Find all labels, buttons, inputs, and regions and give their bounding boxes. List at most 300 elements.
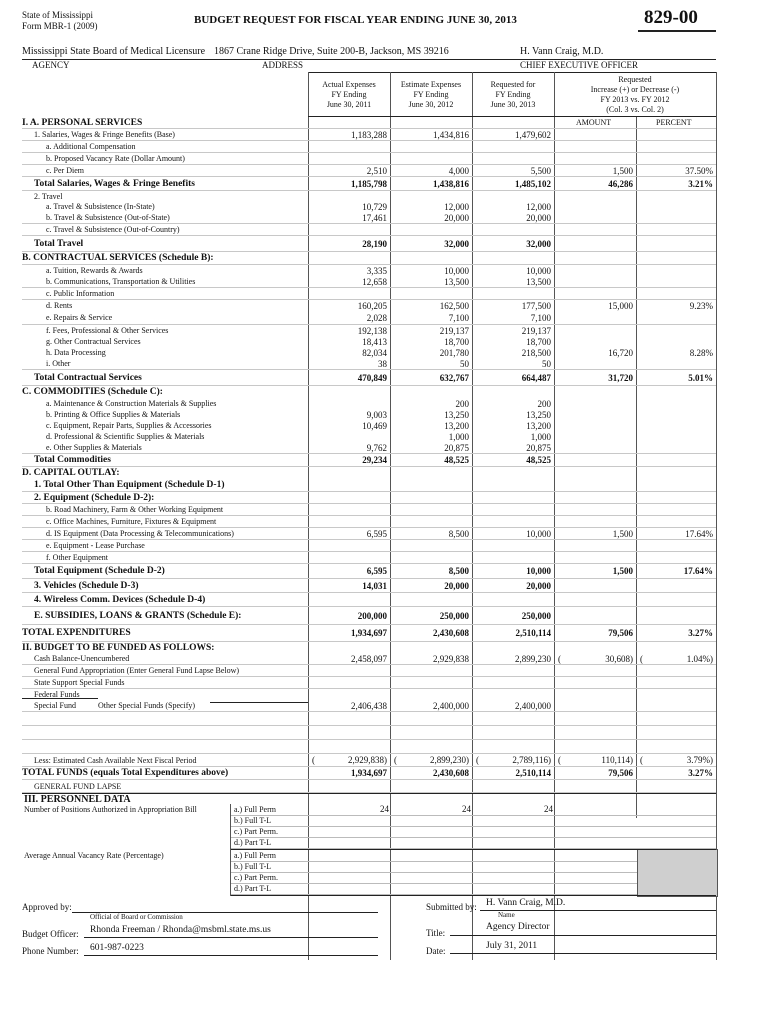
row-label: b. Proposed Vacancy Rate (Dollar Amount)	[46, 154, 185, 163]
table-row	[22, 224, 716, 236]
cell-value: 1.04%)	[686, 653, 713, 664]
cell-c1	[308, 202, 390, 212]
cell-value: 2,899,230	[515, 653, 551, 664]
cell-c3	[472, 581, 554, 591]
cell-value: 9,762	[366, 442, 387, 453]
cell-value: 192,138	[357, 325, 387, 336]
cell-value: 79,506	[608, 628, 633, 638]
cell-value: 20,875	[526, 442, 551, 453]
table-row	[22, 288, 716, 300]
cell-c3	[472, 313, 554, 323]
budget-table	[22, 117, 716, 793]
cell-c1	[308, 266, 390, 276]
positions-label: Number of Positions Authorized in Appropriation Bill	[24, 805, 197, 814]
table-row	[22, 516, 716, 528]
row-label: c. Public Information	[46, 289, 115, 298]
cell-value: 13,250	[444, 409, 469, 420]
cell-value: 13,500	[526, 276, 551, 287]
cell-value: 4,000	[448, 165, 469, 176]
cell-c2	[390, 768, 472, 778]
cell-c4	[554, 566, 636, 576]
col45-header-line: Requested	[618, 75, 652, 84]
paren-mark: (	[312, 755, 315, 765]
cell-value: 50	[460, 358, 469, 369]
row-label: a. Tuition, Rewards & Awards	[46, 266, 143, 275]
cell-c3	[472, 410, 554, 420]
cell-c4	[554, 373, 636, 383]
table-row	[22, 236, 716, 252]
form-number: 829-00	[644, 7, 698, 28]
row-label: e. Equipment - Lease Purchase	[46, 541, 145, 550]
cell-value: 32,000	[444, 238, 469, 249]
date-value: July 31, 2011	[486, 941, 538, 951]
cell-c3	[472, 326, 554, 336]
cell-c2	[390, 421, 472, 431]
col3-header-line: FY Ending	[495, 90, 531, 99]
cell-c2	[390, 301, 472, 311]
cell-c1	[308, 179, 390, 189]
cell-c2	[390, 654, 472, 664]
cell-value: 6,595	[366, 528, 387, 539]
cell-value: 219,137	[521, 325, 551, 336]
table-row	[22, 252, 716, 265]
cell-value: 3.27%	[688, 768, 713, 778]
cell-c1	[308, 628, 390, 638]
row-label: II. BUDGET TO BE FUNDED AS FOLLOWS:	[22, 642, 215, 653]
row-label: 1. Total Other Than Equipment (Schedule D-1)	[34, 480, 225, 490]
col45-header	[554, 75, 716, 115]
personnel-gray-cell	[637, 849, 718, 897]
cell-c1	[308, 239, 390, 249]
row-label: 2. Travel	[34, 191, 63, 201]
submitted-name: H. Vann Craig, M.D.	[486, 898, 566, 908]
table-row	[22, 579, 716, 593]
cell-c3	[472, 202, 554, 212]
phone-line	[84, 955, 378, 956]
personnel-sub-label: a.) Full Perm	[234, 805, 276, 814]
cell-value: 12,000	[526, 201, 551, 212]
other-special-rule	[210, 702, 308, 703]
cell-c3	[472, 701, 554, 711]
cell-c2	[390, 326, 472, 336]
agency-label: AGENCY	[32, 60, 70, 70]
cell-c1	[308, 410, 390, 420]
cell-value: 12,000	[444, 201, 469, 212]
cell-value: 28,190	[362, 238, 387, 249]
cell-c3	[472, 373, 554, 383]
cell-c3	[472, 399, 554, 409]
cell-c5	[636, 628, 716, 638]
cell-value: 32,000	[526, 238, 551, 249]
personnel-row-rule	[230, 826, 716, 827]
cell-c4	[554, 348, 636, 358]
paren-mark: (	[640, 653, 643, 664]
cell-value: 470,849	[357, 372, 387, 383]
table-row	[22, 653, 716, 665]
row-label: Less: Estimated Cash Available Next Fiscal Period	[34, 755, 197, 765]
cell-c3	[472, 348, 554, 358]
table-row	[22, 607, 716, 625]
row-label: c. Travel & Subsistence (Out-of-Country)	[46, 225, 180, 234]
name-label: Name	[498, 911, 515, 919]
table-row	[22, 642, 716, 653]
personnel-sub-label: a.) Full Perm	[234, 851, 276, 860]
cell-c4	[554, 179, 636, 189]
row-label: d. IS Equipment (Data Processing & Telecommunications)	[46, 529, 234, 538]
cell-c2	[390, 455, 472, 465]
cell-c1	[308, 359, 390, 369]
cell-value: 1,000	[530, 431, 551, 442]
cell-value: 1,934,697	[351, 628, 387, 638]
row-label: b. Printing & Office Supplies & Materials	[46, 410, 181, 419]
cell-c5	[636, 529, 716, 539]
table-row	[22, 492, 716, 504]
personnel-sub-label: d.) Part T-L	[234, 884, 272, 893]
col1-header-line: Actual Expenses	[322, 80, 376, 89]
cell-value: 3.27%	[688, 628, 713, 638]
row-label: TOTAL FUNDS (equals Total Expenditures above)	[22, 768, 229, 778]
cell-c5	[636, 768, 716, 778]
table-row	[22, 767, 716, 780]
cell-c2	[390, 628, 472, 638]
row-label: b. Travel & Subsistence (Out-of-State)	[46, 213, 170, 222]
table-row	[22, 311, 716, 325]
cell-value: 20,875	[444, 442, 469, 453]
cell-value: 1,479,602	[515, 129, 551, 140]
row-label: TOTAL EXPENDITURES	[22, 628, 131, 638]
cell-value: 17,461	[362, 212, 387, 223]
table-row	[22, 358, 716, 370]
cell-value: 1,500	[612, 566, 633, 576]
cell-c2	[390, 277, 472, 287]
cell-c1	[308, 277, 390, 287]
cell-c1	[308, 701, 390, 711]
col2-header	[390, 80, 472, 110]
cell-c5	[636, 373, 716, 383]
col2-header-line: Estimate Expenses	[400, 80, 462, 89]
cell-c3	[472, 277, 554, 287]
cell-value: 20,000	[526, 212, 551, 223]
table-row	[22, 141, 716, 153]
row-label: State Support Special Funds	[34, 678, 125, 687]
row-label: b. Road Machinery, Farm & Other Working Equipment	[46, 505, 224, 514]
table-row	[22, 504, 716, 516]
personnel-sub-label: b.) Full T-L	[234, 862, 272, 871]
cell-value: 13,500	[444, 276, 469, 287]
cell-value: 2,510,114	[515, 768, 551, 778]
cell-c2	[390, 611, 472, 621]
cell-value: 1,000	[448, 431, 469, 442]
cell-c1	[308, 313, 390, 323]
ceo-name: H. Vann Craig, M.D.	[520, 46, 604, 57]
table-row	[22, 540, 716, 552]
cell-value: 2,430,608	[433, 768, 469, 778]
table-row	[22, 420, 716, 431]
cell-value: 10,469	[362, 420, 387, 431]
cell-value: 13,250	[526, 409, 551, 420]
cell-value: 18,413	[362, 336, 387, 347]
table-row	[22, 409, 716, 420]
cell-value: 13,200	[444, 420, 469, 431]
row-label: i. Other	[46, 359, 71, 368]
cell-value: 2,510	[366, 165, 387, 176]
table-row	[22, 442, 716, 454]
row-label: a. Maintenance & Construction Materials & Supplies	[46, 399, 217, 408]
row-label: e. Other Supplies & Materials	[46, 443, 142, 452]
col1-header	[308, 80, 390, 110]
row-label: Total Travel	[34, 238, 84, 249]
row-label: 1. Salaries, Wages & Fringe Benefits (Base)	[34, 130, 175, 139]
cell-value: 162,500	[439, 300, 469, 311]
col3-header-line: June 30, 2013	[490, 100, 536, 109]
cell-value: 10,000	[526, 566, 551, 576]
cell-c5	[636, 301, 716, 311]
paren-mark: (	[640, 755, 643, 765]
title-line	[450, 935, 716, 936]
cell-value: 30,608)	[605, 653, 633, 664]
paren-mark: (	[394, 755, 397, 765]
cell-value: 250,000	[521, 610, 551, 621]
table-row	[22, 740, 716, 754]
paren-mark: (	[476, 755, 479, 765]
table-row	[22, 780, 716, 793]
cell-value: 10,729	[362, 201, 387, 212]
cell-c2	[390, 399, 472, 409]
cell-c4	[554, 755, 636, 765]
cell-c4	[554, 768, 636, 778]
cell-c1	[308, 654, 390, 664]
title-value: Agency Director	[486, 922, 550, 932]
cell-value: 200	[455, 398, 469, 409]
table-row	[22, 479, 716, 492]
cell-value: 2,510,114	[515, 628, 551, 638]
col45-header-line: Increase (+) or Decrease (-)	[590, 85, 680, 94]
cell-value: 50	[542, 358, 551, 369]
cell-value: 10,000	[526, 265, 551, 276]
table-row	[22, 347, 716, 358]
percent-header: PERCENT	[656, 118, 692, 127]
cell-c2	[390, 529, 472, 539]
cell-c3	[472, 266, 554, 276]
cell-c2	[390, 266, 472, 276]
submitted-label: Submitted by:	[426, 902, 477, 912]
cell-value: 48,525	[526, 455, 551, 465]
cell-value: 29,234	[362, 455, 387, 465]
cell-c3	[472, 768, 554, 778]
cell-value: 218,500	[521, 347, 551, 358]
cell-value: 46,286	[608, 178, 633, 189]
cell-c2	[390, 755, 472, 765]
cell-value: 200	[537, 398, 551, 409]
cell-c3	[472, 301, 554, 311]
cell-value: 2,400,000	[515, 700, 551, 711]
cell-c1	[308, 166, 390, 176]
table-row	[22, 177, 716, 191]
cell-c3	[472, 179, 554, 189]
cell-value: 1,434,816	[433, 129, 469, 140]
colhead-top-rule	[308, 72, 716, 73]
amount-header: AMOUNT	[576, 118, 612, 127]
cell-value: 3.79%)	[686, 755, 713, 765]
other-special-funds-label: Other Special Funds (Specify)	[98, 701, 196, 710]
cell-value: 37.50%	[685, 165, 713, 176]
cell-c3	[472, 421, 554, 431]
cell-c2	[390, 166, 472, 176]
cell-c2	[390, 337, 472, 347]
cell-c4	[554, 529, 636, 539]
cell-value: 177,500	[521, 300, 551, 311]
positions-col2: 24	[462, 804, 471, 814]
positions-col1: 24	[380, 804, 389, 814]
budget-officer-value: Rhonda Freeman / Rhonda@msbml.state.ms.us	[90, 925, 271, 935]
cell-value: 3.21%	[688, 178, 713, 189]
cell-value: 1,934,697	[351, 768, 387, 778]
col45-header-line: (Col. 3 vs. Col. 2)	[606, 105, 664, 114]
cell-value: 219,137	[439, 325, 469, 336]
row-label: Total Equipment (Schedule D-2)	[34, 566, 165, 576]
cell-c1	[308, 213, 390, 223]
personnel-mid-rule	[230, 849, 716, 850]
cell-value: 1,183,288	[351, 129, 387, 140]
cell-value: 2,929,838)	[348, 755, 387, 765]
cell-c3	[472, 359, 554, 369]
table-row	[22, 336, 716, 347]
row-label: 2. Equipment (Schedule D-2):	[34, 492, 155, 503]
cell-c3	[472, 628, 554, 638]
table-row	[22, 677, 716, 689]
table-row	[22, 276, 716, 288]
cell-value: 7,100	[530, 312, 551, 323]
vacancy-label: Average Annual Vacancy Rate (Percentage)	[24, 851, 164, 860]
cell-value: 20,000	[444, 580, 469, 591]
table-row	[22, 665, 716, 677]
cell-value: 20,000	[526, 580, 551, 591]
col1-header-line: FY Ending	[331, 90, 367, 99]
row-label: f. Fees, Professional & Other Services	[46, 326, 169, 335]
row-label: c. Equipment, Repair Parts, Supplies & Accessories	[46, 421, 212, 430]
col2-header-line: June 30, 2012	[408, 100, 454, 109]
cell-value: 10,000	[526, 528, 551, 539]
cell-value: 1,485,102	[515, 178, 551, 189]
cell-value: 14,031	[362, 580, 387, 591]
cell-value: 38	[378, 358, 387, 369]
date-line	[450, 953, 716, 954]
table-row	[22, 300, 716, 311]
cell-c2	[390, 701, 472, 711]
cell-value: 48,525	[444, 455, 469, 465]
personnel-row-rule	[230, 837, 716, 838]
table-row	[22, 398, 716, 409]
cell-value: 5,500	[530, 165, 551, 176]
cell-value: 3,335	[366, 265, 387, 276]
cell-c1	[308, 566, 390, 576]
table-row	[22, 117, 716, 129]
cell-c1	[308, 301, 390, 311]
cell-value: 664,487	[521, 372, 551, 383]
row-label: g. Other Contractual Services	[46, 337, 141, 346]
cell-c3	[472, 566, 554, 576]
row-label: a. Additional Compensation	[46, 142, 136, 151]
table-row	[22, 689, 716, 700]
table-row	[22, 165, 716, 177]
col3-header	[472, 80, 554, 110]
cell-c1	[308, 768, 390, 778]
official-label: Official of Board or Commission	[90, 913, 183, 921]
cell-c5	[636, 348, 716, 358]
cell-c5	[636, 566, 716, 576]
cell-value: 632,767	[439, 372, 469, 383]
state-label: State of Mississippi	[22, 10, 94, 20]
table-row	[22, 129, 716, 141]
row-label: b. Communications, Transportation & Utilities	[46, 277, 196, 286]
cell-c2	[390, 432, 472, 442]
cell-c5	[636, 654, 716, 664]
phone-label: Phone Number:	[22, 946, 79, 956]
personnel-row-rule	[230, 815, 716, 816]
cell-c2	[390, 213, 472, 223]
paren-mark: (	[558, 755, 561, 765]
table-row	[22, 265, 716, 276]
row-label: I. A. PERSONAL SERVICES	[22, 117, 143, 128]
row-label: e. Repairs & Service	[46, 313, 113, 322]
cell-c5	[636, 166, 716, 176]
cell-c1	[308, 326, 390, 336]
cell-c1	[308, 421, 390, 431]
cell-value: 8.28%	[689, 347, 713, 358]
title-label: Title:	[426, 928, 446, 938]
cell-c2	[390, 130, 472, 140]
agency-address: 1867 Crane Ridge Drive, Suite 200-B, Jackson, MS 39216	[214, 46, 449, 57]
table-row	[22, 431, 716, 442]
row-label: Total Contractual Services	[34, 372, 142, 383]
cell-c3	[472, 239, 554, 249]
cell-c2	[390, 179, 472, 189]
ceo-label: CHIEF EXECUTIVE OFFICER	[520, 60, 639, 70]
federal-funds-rule	[22, 698, 98, 699]
table-row	[22, 552, 716, 564]
row-label: d. Rents	[46, 301, 73, 310]
cell-value: 2,899,230)	[430, 755, 469, 765]
cell-value: 5.01%	[688, 372, 713, 383]
cell-c5	[636, 755, 716, 765]
agency-name: Mississippi State Board of Medical Licensure	[22, 46, 206, 57]
row-label: Special Fund	[34, 701, 76, 710]
cell-c1	[308, 581, 390, 591]
row-label: 3. Vehicles (Schedule D-3)	[34, 580, 139, 591]
cell-c4	[554, 166, 636, 176]
cell-c3	[472, 654, 554, 664]
personnel-sub-label: d.) Part T-L	[234, 838, 272, 847]
row-label: C. COMMODITIES (Schedule C):	[22, 387, 163, 397]
cell-c1	[308, 455, 390, 465]
cell-value: 250,000	[439, 610, 469, 621]
cell-c1	[308, 337, 390, 347]
row-label: D. CAPITAL OUTLAY:	[22, 468, 120, 478]
row-label: a. Travel & Subsistence (In-State)	[46, 202, 155, 211]
table-row	[22, 191, 716, 201]
cell-value: 1,185,798	[351, 178, 387, 189]
cell-value: 1,500	[612, 528, 633, 539]
row-label: c. Office Machines, Furniture, Fixtures & Equipment	[46, 517, 217, 526]
table-row	[22, 454, 716, 467]
row-label: Total Salaries, Wages & Fringe Benefits	[34, 178, 195, 189]
cell-c2	[390, 581, 472, 591]
cell-value: 9.23%	[689, 300, 713, 311]
row-label: GENERAL FUND LAPSE	[34, 781, 122, 791]
col2-header-line: FY Ending	[413, 90, 449, 99]
budget-officer-line	[84, 937, 378, 938]
cell-value: 2,028	[366, 312, 387, 323]
